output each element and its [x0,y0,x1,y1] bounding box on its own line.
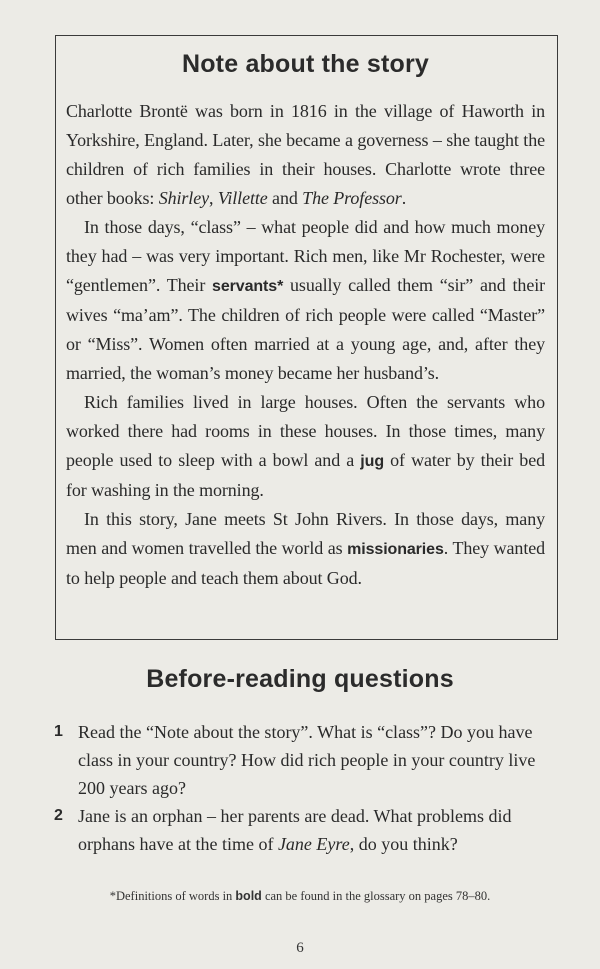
note-p3-text-b: of water by their bed for washing in the morning. [66,450,545,500]
question-text [78,802,558,858]
book-title-villette: Villette [217,188,268,208]
note-p4-text-a: In this story, Jane meets St John Rivers. In those days, many men and women travelled the world as [66,509,545,558]
book-title-shirley: Shirley [158,188,209,208]
note-p1-sep2: and [267,188,303,208]
note-paragraph-3 [66,388,545,505]
note-p1-sep1: , [209,188,218,208]
questions-list [54,718,558,858]
note-p2-text-b: usually called them “sir” and their wives “ma’am”. The children of rich people were called “Master” or “Miss”. Women often married at a young age, and, after they married, the woman’s money became her husband’s. [66,275,545,383]
page-number: 6 [296,940,304,956]
note-paragraph-4 [66,505,545,593]
note-p4-text-b: . They wanted to help people and teach them about God. [66,538,546,588]
question-1 [54,718,558,802]
glossary-word-missionaries: missionaries [347,541,444,558]
footnote-text-b: can be found in the glossary on pages 78–80. [261,889,491,903]
question-2-text-b: , do you think? [349,834,458,854]
note-box [55,35,558,640]
question-2-text-a: Jane is an orphan – her parents are dead. What problems did orphans have at the time of [78,806,512,854]
note-p1-text: Charlotte Brontë was born in 1816 in the village of Haworth in Yorkshire, England. Later, she became a governess – she taught the children of rich families in their houses. Charlotte wrote three other books: [66,101,545,208]
question-text: Read the “Note about the story”. What is “class”? Do you have class in your country? How did rich people in your country live 200 years ago? [78,722,536,798]
note-paragraph-2 [66,213,545,388]
glossary-word-jug: jug [360,453,384,470]
question-number: 1 [54,723,63,740]
book-title-jane-eyre: Jane Eyre [277,834,350,854]
footnote-text-a: *Definitions of words in [109,889,236,903]
note-paragraph-1 [66,97,545,213]
note-p2-text-a: In those days, “class” – what people did and how much money they had – was very important. Rich men, like Mr Rochester, were “gentlemen”. Their [66,217,545,295]
note-title: Note about the story [181,50,430,78]
questions-title: Before-reading questions [146,665,454,693]
footnote [0,889,600,904]
footnote-bold-word: bold [235,889,262,903]
glossary-word-servants: servants* [212,278,284,295]
question-2 [54,802,558,858]
question-number: 2 [54,807,63,824]
book-title-professor: The Professor [302,188,402,208]
note-p1-end: . [401,188,407,208]
note-p3-text-a: Rich families lived in large houses. Often the servants who worked there had rooms in these houses. In those times, many people used to sleep with a bowl and a [66,392,545,470]
